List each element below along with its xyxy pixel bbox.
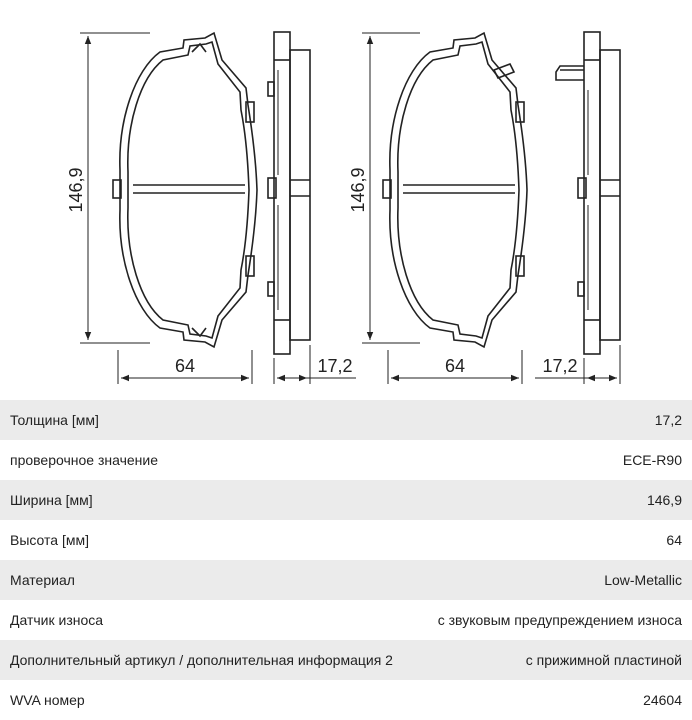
- pad-front-view-1: [113, 33, 257, 347]
- height-label-1: 146,9: [66, 167, 86, 213]
- thickness-label-1: 17,2: [317, 356, 353, 376]
- spec-row-material: [0, 560, 692, 600]
- spec-label: Высота [мм]: [10, 532, 89, 548]
- specification-table: [0, 400, 692, 720]
- spec-value: 146,9: [646, 492, 682, 508]
- spec-row-wva-number: [0, 680, 692, 720]
- spec-label: Материал: [10, 572, 75, 588]
- spec-row-additional-info: [0, 640, 692, 680]
- spec-row-test-value: [0, 440, 692, 480]
- pad-front-view-2: [383, 33, 527, 347]
- spec-row-width: [0, 480, 692, 520]
- spec-value: 24604: [643, 692, 682, 708]
- width-label-2: 64: [444, 356, 466, 376]
- spec-value: с звуковым предупреждением износа: [437, 612, 682, 628]
- dimension-lines-2: [362, 33, 620, 384]
- spec-value: ECE-R90: [622, 452, 682, 468]
- spec-label: Толщина [мм]: [10, 412, 99, 428]
- spec-row-thickness: [0, 400, 692, 440]
- width-label-1: 64: [174, 356, 196, 376]
- spec-label: проверочное значение: [10, 452, 159, 468]
- spec-label: Ширина [мм]: [10, 492, 93, 508]
- spec-label: WVA номер: [10, 692, 85, 708]
- spec-label: Дополнительный артикул / дополнительная информация 2: [10, 652, 393, 668]
- thickness-label-2: 17,2: [542, 356, 578, 376]
- spec-value: с прижимной пластиной: [525, 652, 682, 668]
- pad-side-view-2: [556, 32, 620, 354]
- height-label-2: 146,9: [348, 167, 368, 213]
- spec-value: 64: [666, 532, 682, 548]
- spec-row-height: [0, 520, 692, 560]
- pad-side-view-1: [268, 32, 310, 354]
- spec-label: Датчик износа: [10, 612, 104, 628]
- spec-row-wear-sensor: [0, 600, 692, 640]
- spec-value: 17,2: [654, 412, 682, 428]
- spec-value: Low-Metallic: [604, 572, 682, 588]
